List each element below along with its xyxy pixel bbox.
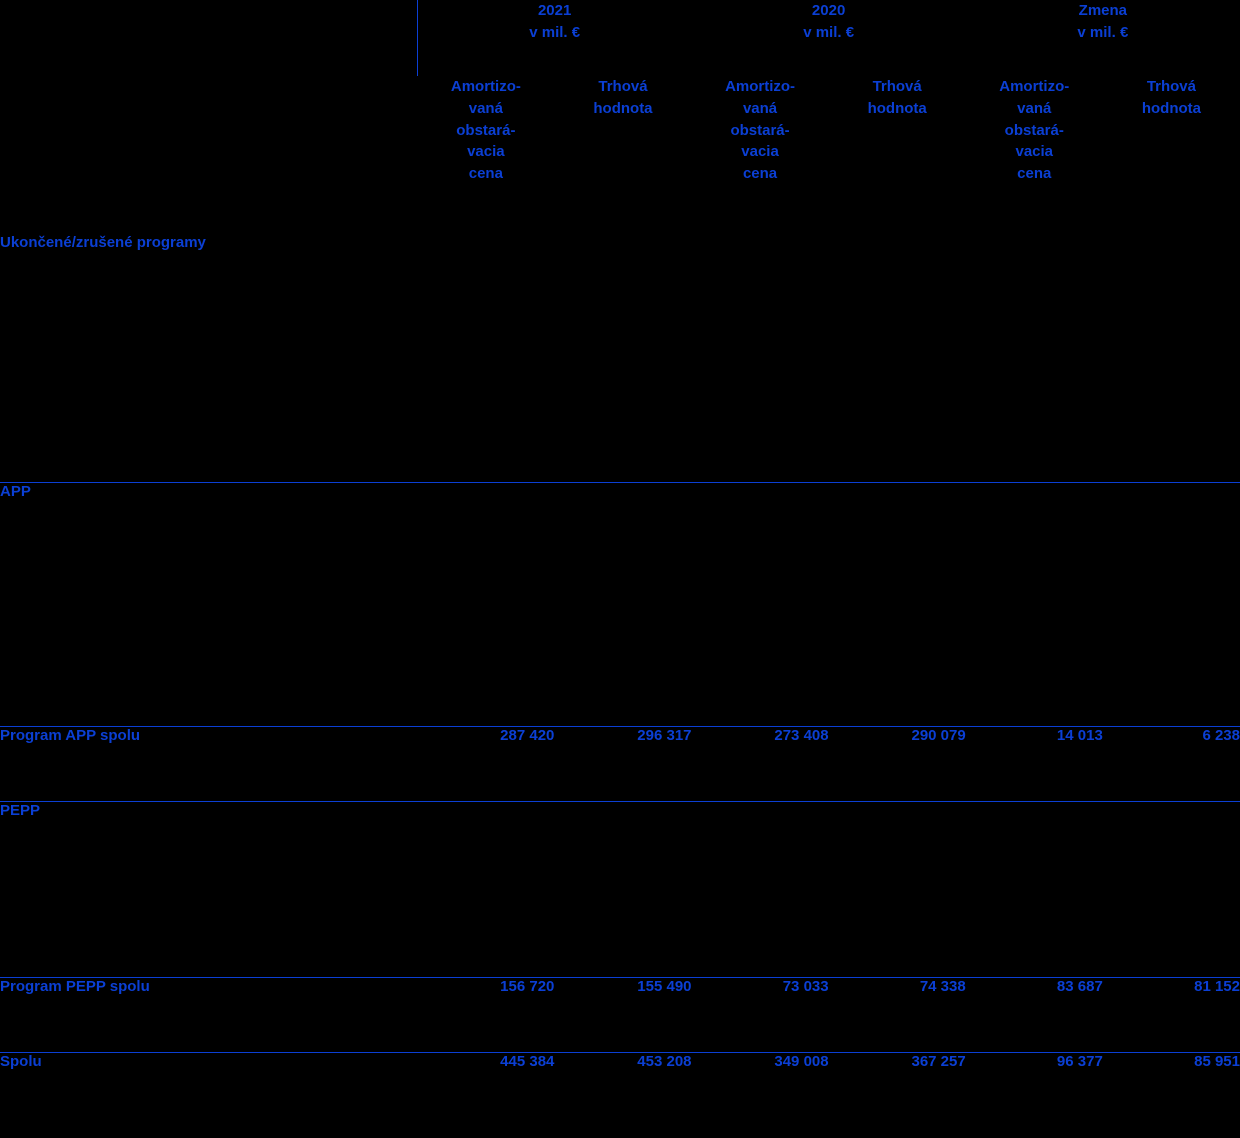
group-unit-label: v mil. € xyxy=(803,23,855,41)
subheader-line: cena xyxy=(468,165,503,182)
group-unit-label: v mil. € xyxy=(529,23,581,41)
row-label: PEPP xyxy=(0,802,417,978)
subheader-line: Amortizo- xyxy=(999,78,1070,95)
row-cell xyxy=(692,483,829,727)
row-cell: 73 033 xyxy=(692,978,829,1053)
row-cell: 6 238 xyxy=(1103,727,1240,802)
row-cell: 155 490 xyxy=(554,978,691,1053)
subheader-2021-amortized-cost xyxy=(417,76,554,234)
row-cell xyxy=(1103,234,1240,483)
table-row xyxy=(0,234,1240,483)
subheader-line: cena xyxy=(742,165,778,182)
subheader-line: obstará- xyxy=(730,121,790,139)
group-header-zmena xyxy=(966,0,1240,76)
table-subheader-row xyxy=(0,76,1240,234)
subheader-line: obstará- xyxy=(456,121,516,139)
table-group-header-row xyxy=(0,0,1240,76)
row-cell: 367 257 xyxy=(829,1053,966,1120)
subheader-2021-market-value xyxy=(554,76,691,234)
subheader-line: vacia xyxy=(1015,143,1054,161)
row-cell xyxy=(417,802,554,978)
subheader-line: Amortizo- xyxy=(725,78,796,95)
table-row-total xyxy=(0,1053,1240,1120)
subheader-line: hodnota xyxy=(1141,99,1201,117)
row-cell xyxy=(692,234,829,483)
group-unit-label: v mil. € xyxy=(1077,23,1129,41)
subheader-line: Amortizo- xyxy=(450,78,521,95)
subheader-zmena-market-value xyxy=(1103,76,1240,234)
subheader-line: obstará- xyxy=(1004,121,1064,139)
row-cell xyxy=(554,802,691,978)
row-cell: 96 377 xyxy=(966,1053,1103,1120)
row-label: APP xyxy=(0,483,417,727)
subheader-line: vaná xyxy=(742,99,778,117)
group-year-label: 2021 xyxy=(537,2,572,19)
subheader-line: Trhová xyxy=(872,78,922,95)
row-cell: 290 079 xyxy=(829,727,966,802)
row-cell xyxy=(692,802,829,978)
row-cell xyxy=(417,234,554,483)
subheader-line: Trhová xyxy=(598,78,648,95)
row-cell xyxy=(966,802,1103,978)
subheader-line: hodnota xyxy=(593,99,653,117)
row-cell: 273 408 xyxy=(692,727,829,802)
row-cell xyxy=(829,483,966,727)
group-year-label: Zmena xyxy=(1078,2,1128,19)
subheader-2020-amortized-cost xyxy=(692,76,829,234)
subheader-line: hodnota xyxy=(867,99,927,117)
subheader-line: Trhová xyxy=(1146,78,1196,95)
row-cell xyxy=(966,234,1103,483)
group-header-2020 xyxy=(692,0,966,76)
row-cell: 156 720 xyxy=(417,978,554,1053)
group-year-label: 2020 xyxy=(811,2,846,19)
table-row xyxy=(0,802,1240,978)
row-cell xyxy=(1103,483,1240,727)
row-cell xyxy=(966,483,1103,727)
corner-cell-2 xyxy=(0,76,417,234)
row-cell xyxy=(829,234,966,483)
row-cell xyxy=(554,234,691,483)
subheader-line: vaná xyxy=(1017,99,1052,117)
row-cell: 74 338 xyxy=(829,978,966,1053)
subheader-line: vaná xyxy=(468,99,503,117)
row-cell xyxy=(1103,802,1240,978)
table-row xyxy=(0,483,1240,727)
row-cell xyxy=(554,483,691,727)
row-cell: 296 317 xyxy=(554,727,691,802)
row-cell: 453 208 xyxy=(554,1053,691,1120)
row-cell: 85 951 xyxy=(1103,1053,1240,1120)
row-cell: 81 152 xyxy=(1103,978,1240,1053)
row-cell xyxy=(417,483,554,727)
row-label: Ukončené/zrušené programy xyxy=(0,234,206,251)
row-cell: 287 420 xyxy=(417,727,554,802)
table-row xyxy=(0,978,1240,1053)
row-label: Spolu xyxy=(0,1053,417,1120)
row-cell: 83 687 xyxy=(966,978,1103,1053)
subheader-line: vacia xyxy=(467,143,505,161)
subheader-2020-market-value xyxy=(829,76,966,234)
subheader-line: cena xyxy=(1017,165,1052,182)
row-label: Program PEPP spolu xyxy=(0,978,417,1053)
group-header-2021 xyxy=(417,0,691,76)
row-cell xyxy=(829,802,966,978)
table-row xyxy=(0,727,1240,802)
row-cell: 14 013 xyxy=(966,727,1103,802)
corner-cell xyxy=(0,0,417,76)
subheader-zmena-amortized-cost xyxy=(966,76,1103,234)
row-label: Program APP spolu xyxy=(0,727,417,802)
subheader-line: vacia xyxy=(741,143,779,161)
row-cell: 349 008 xyxy=(692,1053,829,1120)
row-cell: 445 384 xyxy=(417,1053,554,1120)
